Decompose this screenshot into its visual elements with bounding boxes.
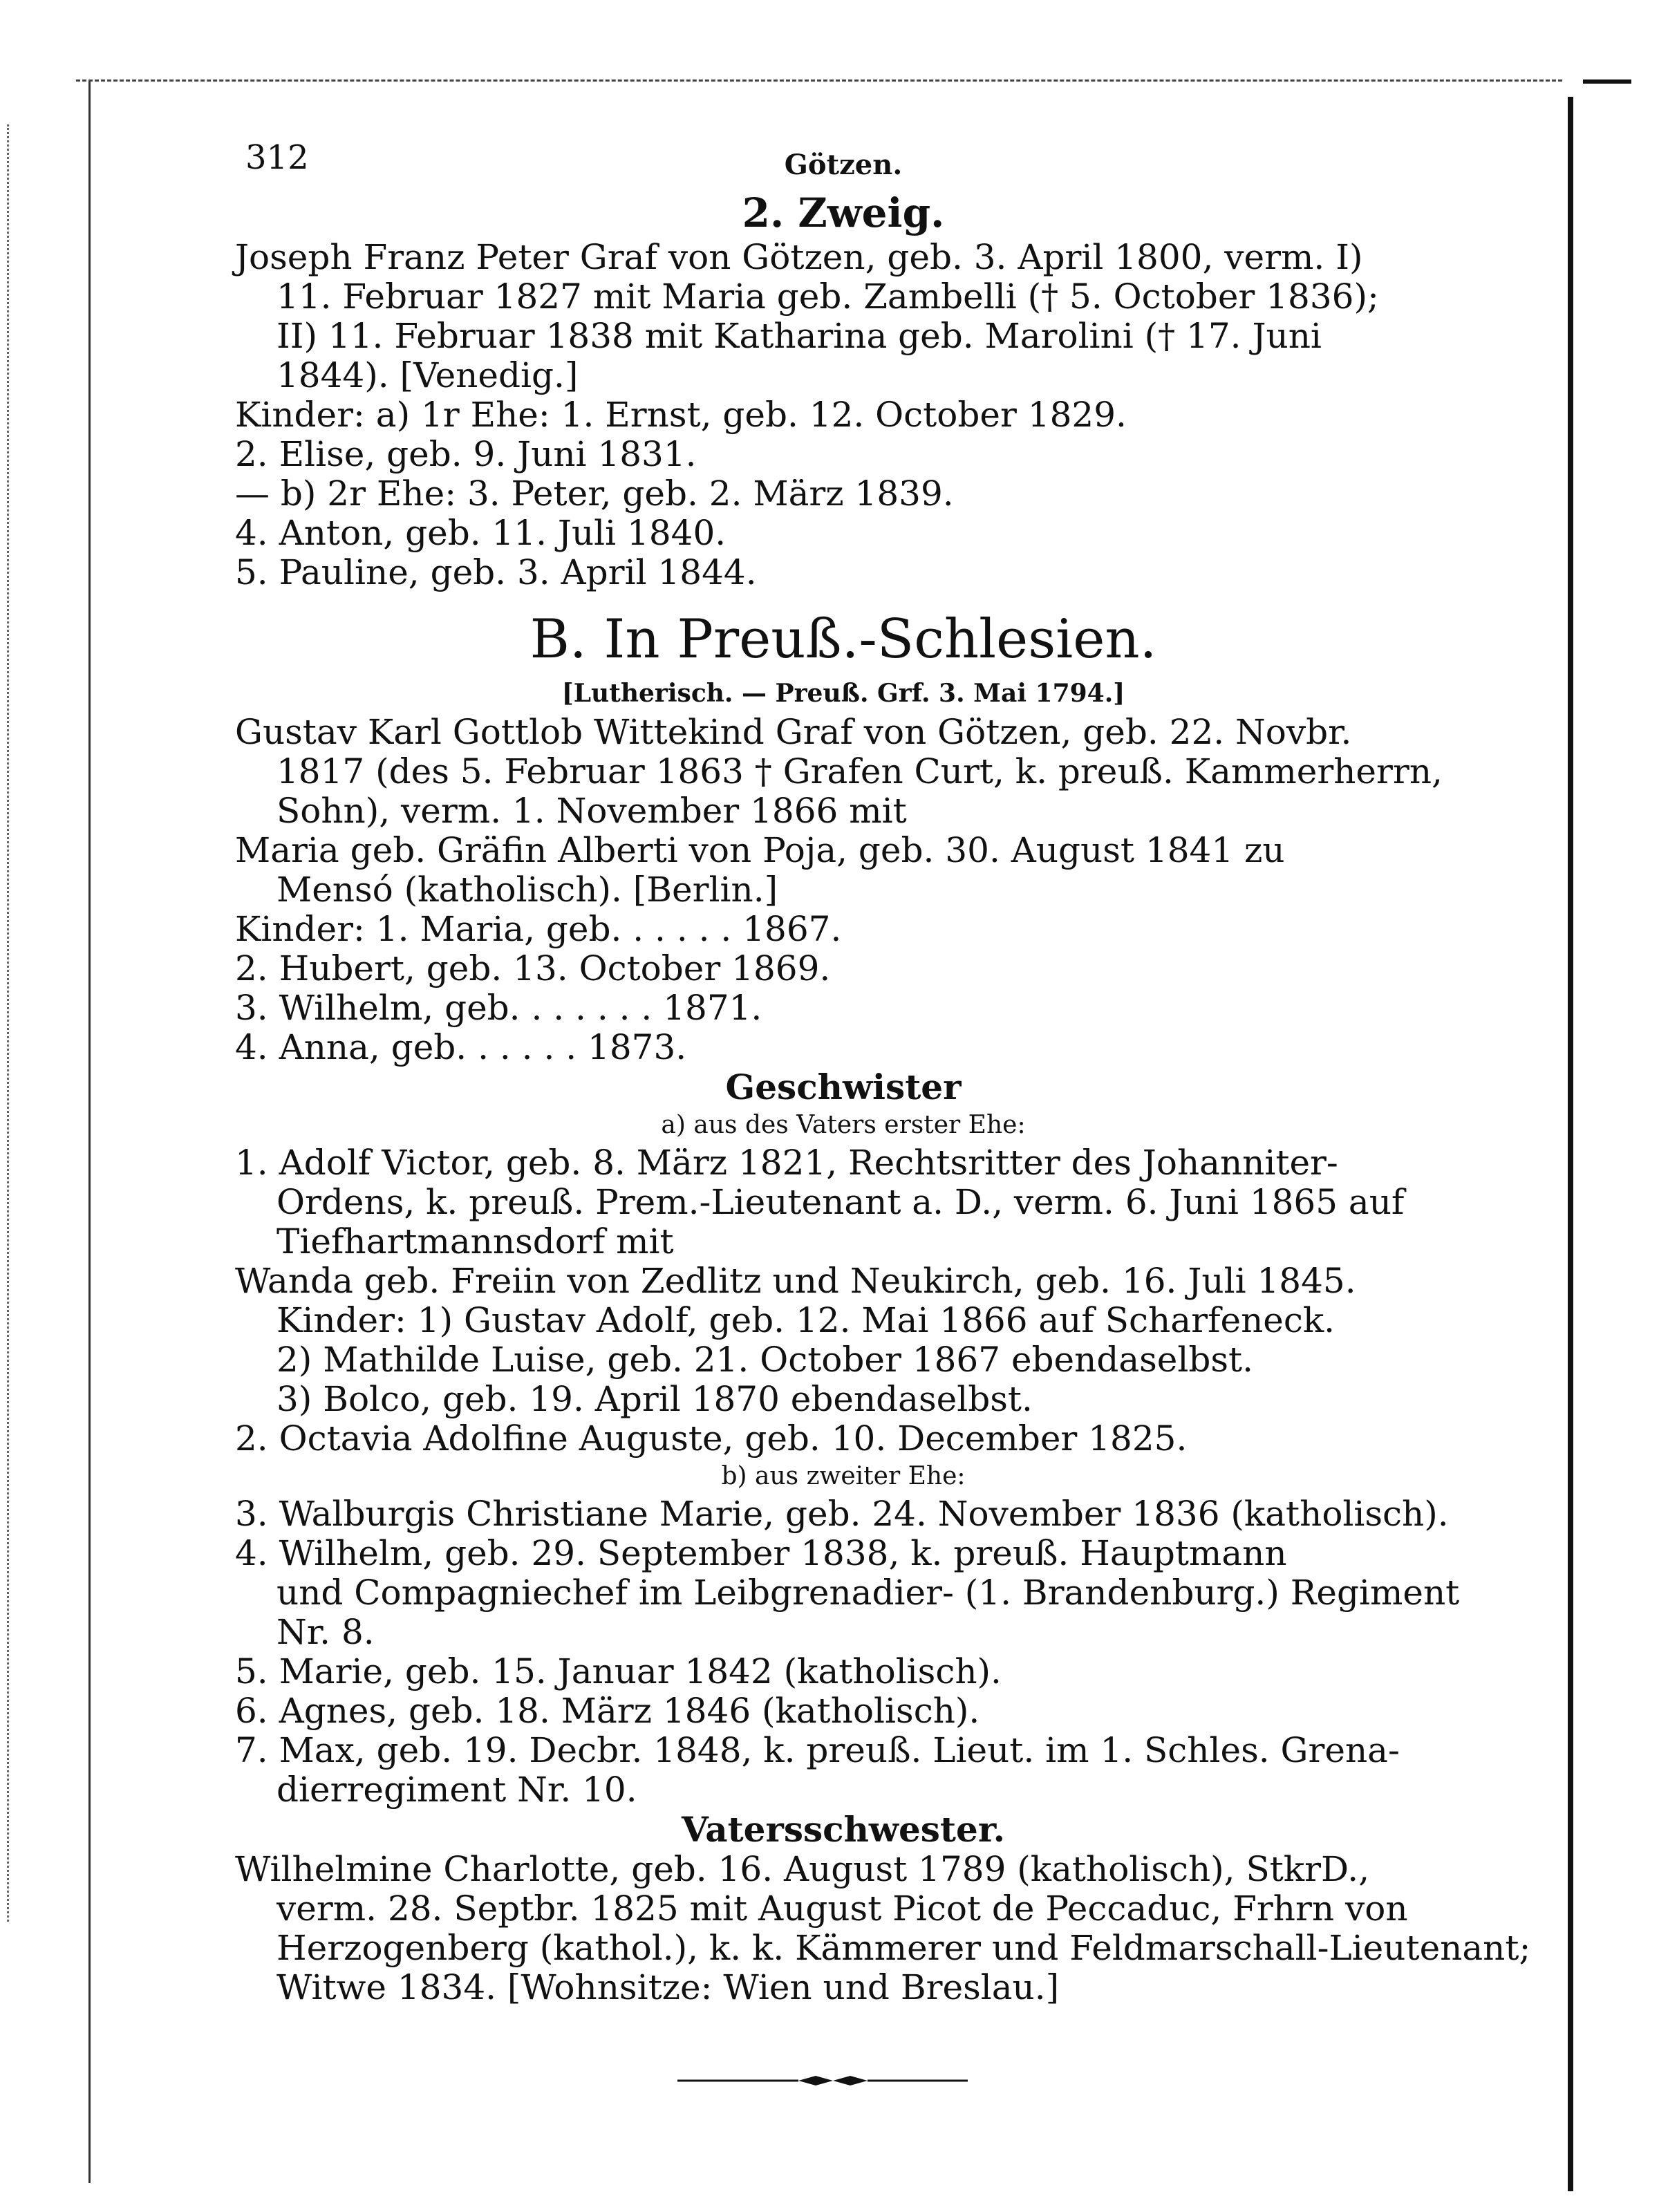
text-line: Joseph Franz Peter Graf von Götzen, geb. 3. April 1800, verm. I): [235, 237, 1363, 277]
text-line: 2) Mathilde Luise, geb. 21. October 1867 ebendaselbst.: [276, 1340, 1254, 1380]
main-entry: [235, 713, 1452, 1067]
page-header: [235, 138, 1452, 188]
text-line: Herzogenberg (kathol.), k. k. Kämmerer und Feldmarschall-Lieutenant;: [276, 1928, 1531, 1968]
text-line: Kinder: 1) Gustav Adolf, geb. 12. Mai 1866 auf Scharfeneck.: [276, 1300, 1335, 1340]
text-line: Witwe 1834. [Wohnsitze: Wien und Breslau.]: [276, 1967, 1060, 2007]
scan-edge-right: [1568, 97, 1573, 2191]
siblings-a-heading: a) aus des Vaters erster Ehe:: [661, 1111, 1026, 1139]
text-line: 3) Bolco, geb. 19. April 1870 ebendaselbst.: [276, 1379, 1033, 1419]
text-line: Nr. 8.: [276, 1612, 375, 1652]
text-line: 7. Max, geb. 19. Decbr. 1848, k. preuß. Lieut. im 1. Schles. Grena-: [235, 1730, 1400, 1770]
text-line: II) 11. Februar 1838 mit Katharina geb. Marolini († 17. Juni: [276, 316, 1322, 356]
scan-margin-mark: [7, 124, 9, 1922]
scan-corner: [1583, 79, 1631, 84]
text-line: 5. Pauline, geb. 3. April 1844.: [235, 552, 757, 592]
book-page: [235, 138, 1531, 2007]
section-note: [Lutherisch. — Preuß. Grf. 3. Mai 1794.]: [561, 679, 1125, 708]
scan-edge-left: [88, 82, 91, 2183]
running-title: Götzen.: [784, 149, 903, 181]
end-ornament: [677, 2074, 968, 2088]
text-line: 3. Wilhelm, geb. . . . . . . 1871.: [235, 988, 762, 1028]
text-line: und Compagniechef im Leibgrenadier- (1. Brandenburg.) Regiment: [276, 1573, 1460, 1613]
text-line: 1. Adolf Victor, geb. 8. März 1821, Rechtsritter des Johanniter-: [235, 1143, 1338, 1183]
branch-entry: [235, 238, 1452, 592]
siblings-b-heading: b) aus zweiter Ehe:: [721, 1462, 966, 1490]
text-line: Sohn), verm. 1. November 1866 mit: [276, 791, 907, 831]
text-line: 6. Agnes, geb. 18. März 1846 (katholisch).: [235, 1691, 980, 1731]
aunt-entry: [235, 1849, 1531, 2007]
text-line: 2. Octavia Adolfine Auguste, geb. 10. December 1825.: [235, 1418, 1188, 1459]
siblings-a-list: [235, 1143, 1452, 1459]
text-line: Wanda geb. Freiin von Zedlitz und Neukirch, geb. 16. Juli 1845.: [235, 1261, 1356, 1301]
text-line: 11. Februar 1827 mit Maria geb. Zambelli († 5. October 1836);: [276, 276, 1379, 317]
page-number: 312: [245, 138, 309, 177]
text-line: verm. 28. Septbr. 1825 mit August Picot de Peccaduc, Frhrn von: [276, 1888, 1408, 1929]
text-line: 2. Hubert, geb. 13. October 1869.: [235, 948, 831, 988]
text-line: Ordens, k. preuß. Prem.-Lieutenant a. D., verm. 6. Juni 1865 auf: [276, 1182, 1405, 1222]
text-line: 4. Wilhelm, geb. 29. September 1838, k. preuß. Hauptmann: [235, 1533, 1287, 1573]
text-line: Mensó (katholisch). [Berlin.]: [276, 870, 778, 910]
text-line: 4. Anton, geb. 11. Juli 1840.: [235, 513, 727, 553]
text-line: 1817 (des 5. Februar 1863 † Grafen Curt, k. preuß. Kammerherrn,: [276, 751, 1443, 791]
text-line: dierregiment Nr. 10.: [276, 1770, 637, 1810]
siblings-heading: Geschwister: [725, 1067, 962, 1107]
text-line: 3. Walburgis Christiane Marie, geb. 24. November 1836 (katholisch).: [235, 1494, 1449, 1534]
text-line: Tiefhartmannsdorf mit: [276, 1221, 674, 1262]
text-line: Maria geb. Gräfin Alberti von Poja, geb. 30. August 1841 zu: [235, 830, 1285, 870]
text-line: Wilhelmine Charlotte, geb. 16. August 1789 (katholisch), StkrD.,: [235, 1849, 1370, 1889]
text-line: Kinder: 1. Maria, geb. . . . . . 1867.: [235, 909, 842, 949]
text-line: 2. Elise, geb. 9. Juni 1831.: [235, 434, 697, 474]
text-line: 4. Anna, geb. . . . . . 1873.: [235, 1027, 687, 1067]
text-line: Kinder: a) 1r Ehe: 1. Ernst, geb. 12. October 1829.: [235, 395, 1127, 435]
scan-edge-top: [76, 79, 1562, 82]
section-heading: B. In Preuß.-Schlesien.: [529, 608, 1157, 671]
text-line: Gustav Karl Gottlob Wittekind Graf von Götzen, geb. 22. Novbr.: [235, 712, 1352, 752]
aunt-heading: Vatersschwester.: [681, 1809, 1006, 1850]
text-line: 5. Marie, geb. 15. Januar 1842 (katholisch).: [235, 1651, 1002, 1691]
text-line: — b) 2r Ehe: 3. Peter, geb. 2. März 1839.: [235, 474, 954, 514]
text-line: 1844). [Venedig.]: [276, 355, 579, 395]
branch-heading: 2. Zweig.: [742, 189, 945, 236]
siblings-b-list: [235, 1494, 1460, 1810]
